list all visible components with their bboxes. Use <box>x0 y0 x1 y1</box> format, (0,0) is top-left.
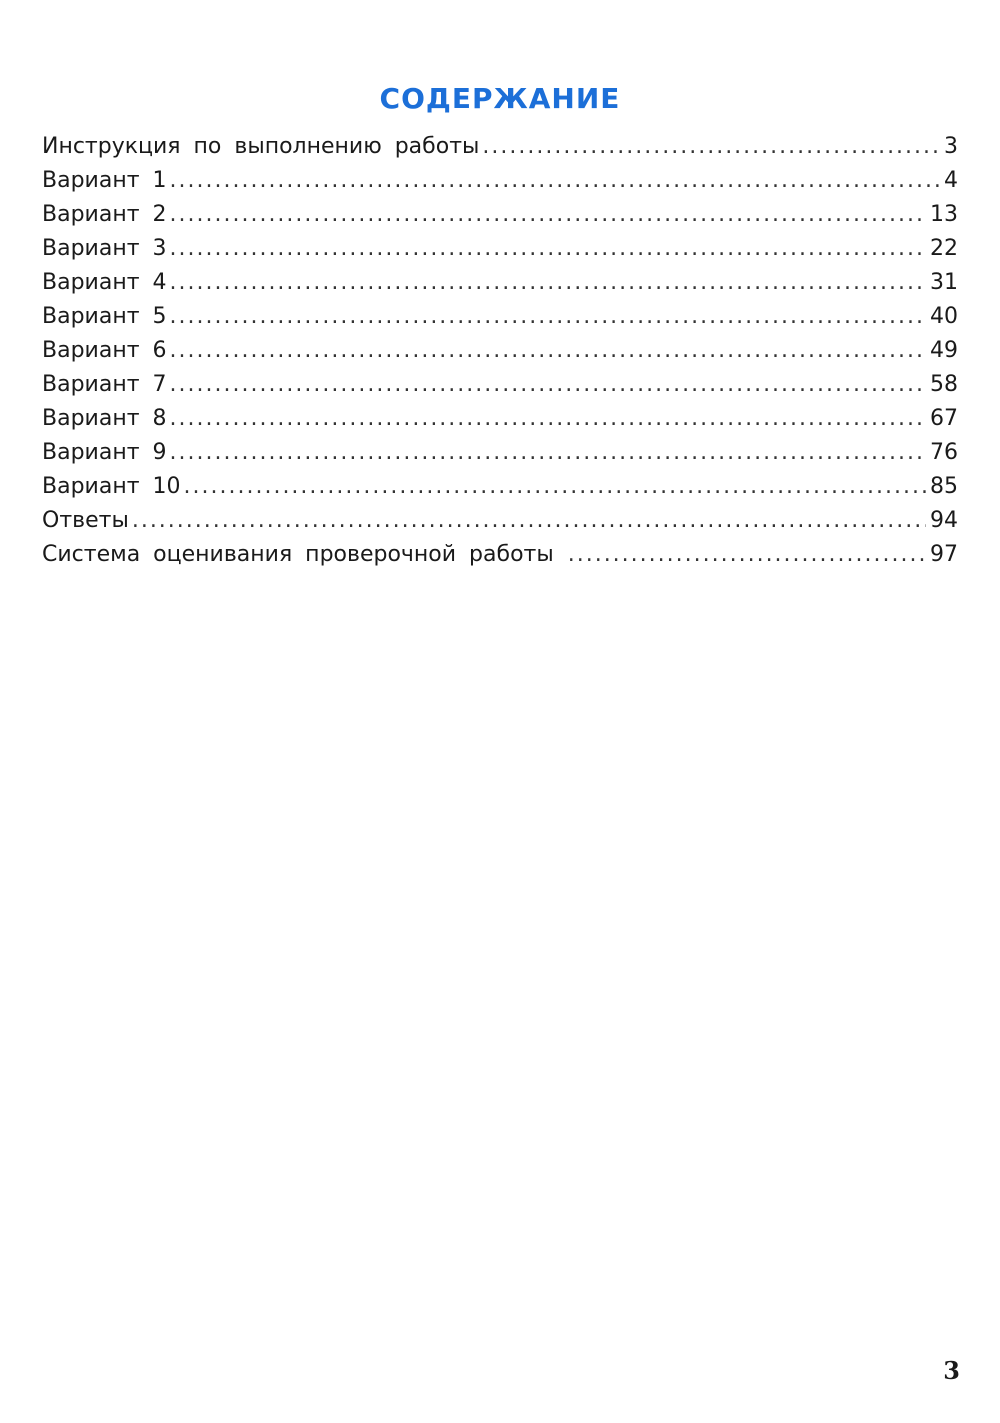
page-number: 3 <box>943 1356 960 1385</box>
toc-entry-page: 22 <box>930 236 958 261</box>
toc-entry-label: Вариант 10 <box>42 474 181 499</box>
toc-leader-dots <box>170 232 926 266</box>
toc-entry-variant-6 <box>42 334 958 368</box>
toc-entry-variant-8 <box>42 402 958 436</box>
toc-entry-label: Вариант 7 <box>42 372 167 397</box>
toc-entry-page: 94 <box>930 508 958 533</box>
toc-leader-dots <box>170 368 926 402</box>
toc-leader-dots <box>170 402 926 436</box>
toc-entry-page: 67 <box>930 406 958 431</box>
toc-entry-page: 13 <box>930 202 958 227</box>
toc-entry-page: 49 <box>930 338 958 363</box>
toc-entry-page: 97 <box>930 542 958 567</box>
toc-leader-dots <box>170 300 926 334</box>
toc-leader-dots <box>170 198 926 232</box>
toc-entry-label: Вариант 1 <box>42 168 167 193</box>
toc-entry-label: Вариант 9 <box>42 440 167 465</box>
toc-entry-variant-3 <box>42 232 958 266</box>
toc-entry-variant-7 <box>42 368 958 402</box>
toc-entry-label: Вариант 6 <box>42 338 167 363</box>
toc-leader-dots <box>568 538 926 572</box>
page-title: СОДЕРЖАНИЕ <box>379 82 621 115</box>
toc-entry-variant-1 <box>42 164 958 198</box>
toc-entry-page: 4 <box>944 168 958 193</box>
toc-entry-label: Вариант 3 <box>42 236 167 261</box>
toc-entry-page: 40 <box>930 304 958 329</box>
toc-entry-variant-5 <box>42 300 958 334</box>
toc-leader-dots <box>184 470 926 504</box>
toc-entry-page: 58 <box>930 372 958 397</box>
toc-entry-label: Система оценивания проверочной работы <box>42 542 554 567</box>
toc-leader-dots <box>132 504 926 538</box>
table-of-contents <box>42 130 958 572</box>
toc-entry-page: 76 <box>930 440 958 465</box>
toc-entry-label: Вариант 4 <box>42 270 167 295</box>
toc-leader-dots <box>170 164 940 198</box>
toc-entry-label: Ответы <box>42 508 129 533</box>
toc-entry-answers <box>42 504 958 538</box>
toc-leader-dots <box>482 130 940 164</box>
toc-entry-variant-9 <box>42 436 958 470</box>
toc-entry-page: 85 <box>930 474 958 499</box>
toc-leader-dots <box>170 436 926 470</box>
toc-entry-page: 31 <box>930 270 958 295</box>
toc-entry-label: Вариант 2 <box>42 202 167 227</box>
toc-entry-grading-system <box>42 538 958 572</box>
toc-leader-dots <box>170 334 926 368</box>
toc-entry-instructions <box>42 130 958 164</box>
toc-leader-dots <box>170 266 926 300</box>
toc-entry-page: 3 <box>944 134 958 159</box>
toc-entry-variant-2 <box>42 198 958 232</box>
toc-entry-label: Инструкция по выполнению работы <box>42 134 480 159</box>
toc-entry-label: Вариант 8 <box>42 406 167 431</box>
toc-entry-variant-4 <box>42 266 958 300</box>
toc-entry-label: Вариант 5 <box>42 304 167 329</box>
toc-entry-variant-10 <box>42 470 958 504</box>
